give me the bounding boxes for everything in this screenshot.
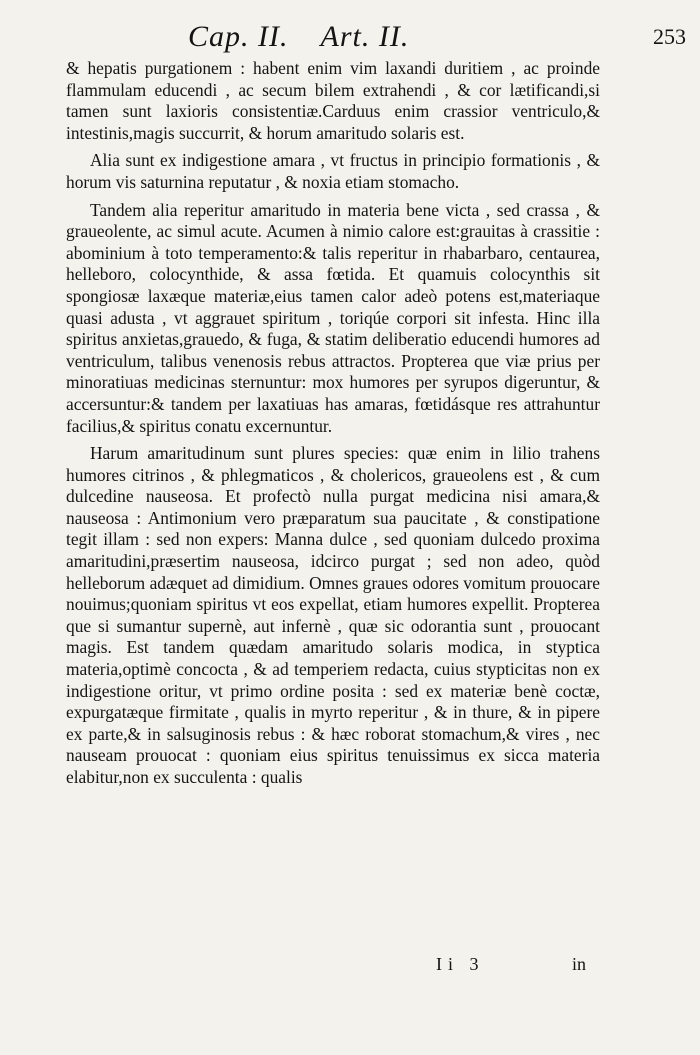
paragraph-1: & hepatis purgationem : habent enim vim laxandi duritiem , ac proinde flammulam educendi , ac secum bilem extrahendi , & cor lætificandi,si tamen sunt laxioris consistentiæ.Carduus enim crassior ventriculo,& intestinis,magis succurrit, & horum amaritudo solaris est. bbox=[66, 58, 600, 143]
page-footer bbox=[0, 950, 700, 980]
article-heading: Art. II. bbox=[320, 20, 410, 53]
paragraph-3: Tandem alia reperitur amaritudo in materia bene victa , sed crassa , & graueolente, ac simul acute. Acumen à nimio calore est:grauitas à crassitie : abominium à toto temperamento:& talis reperitur in rhabarbaro, centaurea, helleboro, colocynthide, & assa fœtida. Et quamuis colocynthis sit spongiosæ laxæque materiæ,eius tamen calor adeò potens est,materiaque quasi adusta , vt aggrauet spiritum , toriqúe corpori sit infesta. Hinc illa spiritus anxietas,grauedo, & fuga, & statim deliberatio educendi humores ad ventriculum, talibus venenosis rebus attractos. Propterea que viæ prius per minoratiuas medicinas sternuntur: mox humores per syrupos digeruntur, & accersuntur:& tandem per laxatiuas has amaras, fœtidásque res attrahuntur facilius,& spiritus conatu excernuntur. bbox=[66, 199, 600, 436]
paragraph-4: Harum amaritudinum sunt plures species: quæ enim in lilio trahens humores citrinos , & phlegmaticos , & cholericos, graueolens est , & cum dulcedine nauseosa. Et profectò nulla purgat medicina nisi amara,& nauseosa : Antimonium vero præparatum sua paucitate , & constipatione tegit illam : sed non expers: Manna dulce , sed quoniam dulcedo proxima amaritudini,præsertim nauseosa, idcirco purgat ; sed non adeo, quòd helleborum adæquet ad dimidium. Omnes graues odores vomitum prouocare nouimus;quoniam spiritus vt eos expellat, etiam humores expellit. Propterea que si sumantur supernè, aut infernè , quæ sic odorantia sunt , prouocant magis. Est tandem quædam amaritudo solaris modica, in styptica materia,optimè concocta , & ad temperiem redacta, cuius stypticitas non ex indigestione oritur, vt primo ordine posita : sed ex materiæ benè coctæ, expurgatæque firmitate , qualis in myrto reperitur , & in thure, & in pipere ex parte,& in salsuginosis rebus : & hæc roborat stomachum,& vires , nec nauseam prouocat : quoniam eius spiritus tenuissimus ex sicca materia elabitur,non ex succulenta : qualis bbox=[66, 443, 600, 787]
catchword: in bbox=[572, 954, 587, 974]
page-number: 253 bbox=[653, 24, 686, 49]
page-header bbox=[0, 14, 700, 54]
running-title bbox=[188, 20, 409, 54]
paragraph-2: Alia sunt ex indigestione amara , vt fructus in principio formationis , & horum vis saturnina reputatur , & noxia etiam stomacho. bbox=[66, 150, 600, 192]
signature-mark: Ii 3 bbox=[436, 954, 485, 974]
chapter-heading: Cap. II. bbox=[188, 20, 289, 53]
body-text bbox=[66, 58, 600, 795]
